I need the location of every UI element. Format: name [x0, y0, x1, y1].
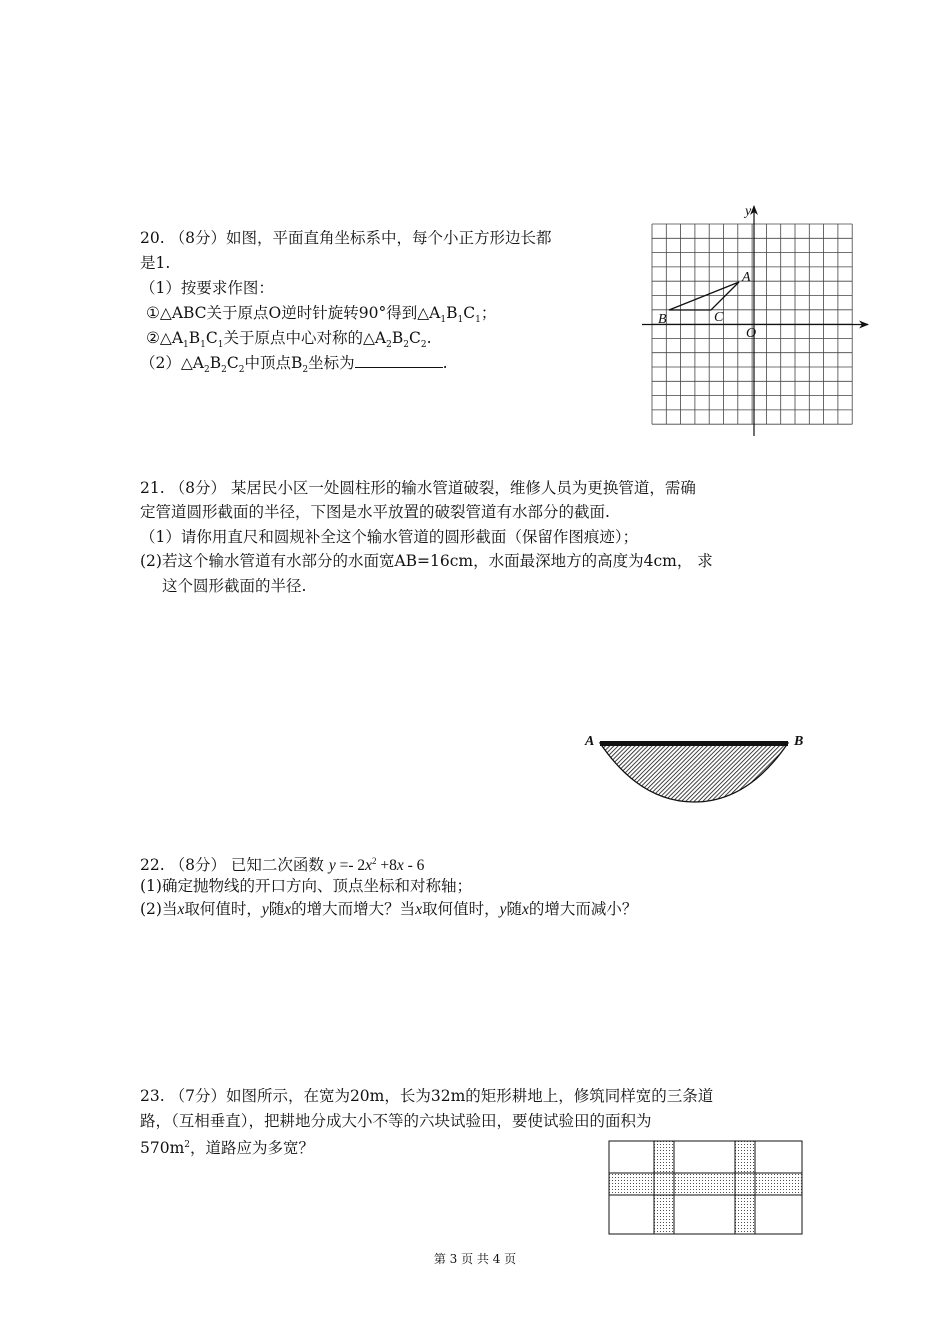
q21-line4: (2)若这个输水管道有水部分的水面宽AB=16cm，水面最深地方的高度为4cm， 求: [140, 552, 713, 570]
q21-line1: 21. （8分） 某居民小区一处圆柱形的输水管道破裂，维修人员为更换管道，需确: [140, 479, 696, 497]
road-horizontal: [609, 1173, 802, 1195]
water-surface: [600, 741, 788, 746]
q20-line2: 是1.: [140, 254, 171, 272]
page-footer: 第 3 页 共 4 页: [433, 1252, 517, 1266]
q23-line1: 23. （7分）如图所示，在宽为20m，长为32m的矩形耕地上，修筑同样宽的三条道: [140, 1087, 714, 1105]
q22-line3: (2)当x取何值时，y随x的增大而增大？当x取何值时，y随x的增大而减小？: [140, 900, 638, 918]
y-axis-label: y: [745, 204, 752, 219]
road-vertical-left: [654, 1141, 674, 1234]
triangle-abc: [669, 282, 739, 310]
point-c-label: C: [714, 310, 724, 325]
q20-line3: （1）按要求作图：: [140, 279, 274, 297]
q22-line1: 22. （8分） 已知二次函数 $y =- 2x^2 +8x - 6$: [140, 856, 425, 875]
q23-line2: 路，（互相垂直），把耕地分成大小不等的六块试验田，要使试验田的面积为: [140, 1112, 652, 1130]
q20-line4: ①△ABC关于原点O逆时针旋转90°得到$\triangle A_1B_1C_1$；: [146, 304, 497, 326]
pipe-cross-section-figure: [598, 740, 798, 810]
q21-line3: （1）请你用直尺和圆规补全这个输水管道的圆形截面（保留作图痕迹）；: [140, 528, 639, 546]
field-roads-figure: [608, 1140, 808, 1240]
q23-line3: $570m^2$，道路应为多宽？: [140, 1139, 315, 1158]
q21-line5: 这个圆形截面的半径.: [162, 577, 307, 595]
point-a-label: A: [742, 270, 751, 285]
label-a: A: [585, 734, 595, 749]
answer-blank[interactable]: [355, 353, 443, 368]
origin-label: O: [746, 326, 757, 341]
q20-line1: 20. （8分）如图，平面直角坐标系中，每个小正方形边长都: [140, 229, 552, 247]
q20-line5: $②\triangle A_1B_1C_1$关于原点中心对称的$\triangle A_2B_2C_2$.: [146, 329, 432, 351]
coordinate-grid-figure: [640, 204, 880, 444]
q22-line2: (1)确定抛物线的开口方向、顶点坐标和对称轴；: [140, 877, 472, 895]
label-b: B: [794, 734, 804, 749]
point-b-label: B: [658, 312, 667, 327]
q21-line2: 定管道圆形截面的半径，下图是水平放置的破裂管道有水部分的截面.: [140, 503, 610, 521]
road-vertical-right: [735, 1141, 755, 1234]
water-segment: [600, 743, 788, 802]
q20-line6: $(2)\triangle A_2B_2C_2$中顶点$B_2$坐标为 .: [140, 354, 448, 376]
